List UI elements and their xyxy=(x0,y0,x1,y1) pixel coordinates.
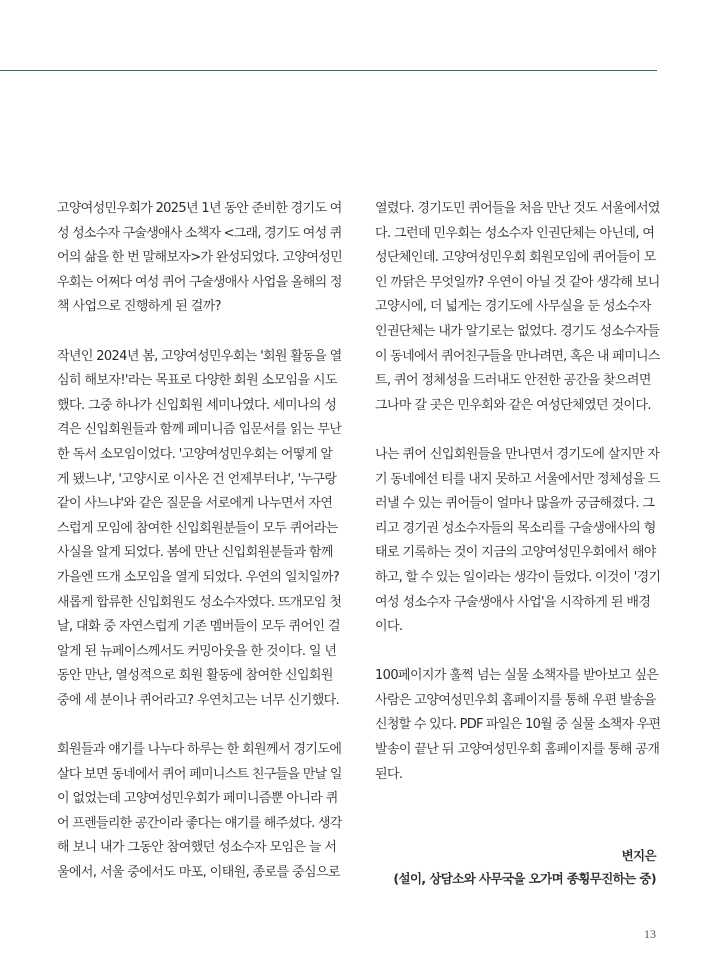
text-line: 심히 해보자!'라는 목표로 다양한 회원 소모임을 시도 xyxy=(57,373,337,389)
text-line: 어의 삶을 한 번 말해보자>가 완성되었다. 고양여성민 xyxy=(57,250,343,266)
author-byline xyxy=(393,844,656,890)
text-line: 리고 경기권 성소수자들의 목소리를 구술생애사의 형 xyxy=(375,520,656,536)
text-line: 스럽게 모임에 참여한 신입회원분들이 모두 퀴어라는 xyxy=(57,520,338,536)
text-line: 동안 만난, 열성적으로 회원 활동에 참여한 신입회원 xyxy=(57,668,333,684)
text-line: 그나마 갈 곳은 민우회와 같은 여성단체였던 것이다. xyxy=(375,397,651,413)
text-line: 했다. 그중 하나가 신입회원 세미나였다. 세미나의 성 xyxy=(57,397,337,413)
text-line: 사람은 고양여성민우회 홈페이지를 통해 우편 발송을 xyxy=(375,692,656,708)
author-role: (설이, 상담소와 사무국을 오가며 종횡무진하는 중) xyxy=(393,871,656,886)
paragraph xyxy=(57,345,342,714)
article-right-column xyxy=(375,197,660,812)
paragraph xyxy=(375,443,660,640)
text-line: 사실을 알게 되었다. 봄에 만난 신입회원분들과 함께 xyxy=(57,545,333,561)
text-line: 신청할 수 있다. PDF 파일은 10월 중 실물 소책자 우편 xyxy=(375,717,661,733)
paragraph xyxy=(375,664,660,787)
text-line: 이다. xyxy=(375,619,403,635)
text-line: 알게 된 뉴페이스께서도 커밍아웃을 한 것이다. 일 년 xyxy=(57,643,337,659)
text-line: 이 없었는데 고양여성민우회가 페미니즘뿐 아니라 퀴 xyxy=(57,791,338,807)
text-line: 어 프렌들리한 공간이라 좋다는 얘기를 해주셨다. 생각 xyxy=(57,815,342,831)
text-line: 회원들과 얘기를 나누다 하루는 한 회원께서 경기도에 xyxy=(57,742,342,758)
text-line: 이 동네에서 퀴어친구들을 만나려면, 혹은 내 페미니스 xyxy=(375,348,660,364)
text-line: 여성 성소수자 구술생애사 사업'을 시작하게 된 배경 xyxy=(375,594,651,610)
text-line: 날, 대화 중 자연스럽게 기존 멤버들이 모두 퀴어인 걸 xyxy=(57,619,340,635)
text-line: 살다 보면 동네에서 퀴어 페미니스트 친구들을 만날 일 xyxy=(57,766,342,782)
text-line: 성 성소수자 구술생애사 소책자 <그래, 경기도 여성 퀴 xyxy=(57,225,342,241)
text-line: 태로 기록하는 것이 지금의 고양여성민우회에서 해야 xyxy=(375,545,656,561)
text-line: 게 됐느냐', '고양시로 이사온 건 언제부터냐', '누구랑 xyxy=(57,471,337,487)
text-line: 고양여성민우회가 2025년 1년 동안 준비한 경기도 여 xyxy=(57,201,342,216)
text-line: 같이 사느냐'와 같은 질문을 서로에게 나누면서 자연 xyxy=(57,496,333,512)
author-name: 변지은 xyxy=(621,848,656,863)
text-line: 인 까닭은 무엇일까? 우연이 아닐 것 같아 생각해 보니 xyxy=(375,274,660,290)
text-line: 새롭게 합류한 신입회원도 성소수자였다. 뜨개모임 첫 xyxy=(57,594,342,610)
text-line: 울에서, 서울 중에서도 마포, 이태원, 종로를 중심으로 xyxy=(57,865,340,881)
text-line: 하고, 할 수 있는 일이라는 생각이 들었다. 이것이 '경기 xyxy=(375,569,661,585)
text-line: 작년인 2024년 봄, 고양여성민우회는 '회원 활동을 열 xyxy=(57,348,342,364)
text-line: 러낼 수 있는 퀴어들이 얼마나 많을까 궁금해졌다. 그 xyxy=(375,496,655,512)
text-line: 다. 그런데 민우회는 성소수자 인권단체는 아닌데, 여 xyxy=(375,225,655,241)
paragraph xyxy=(375,197,660,418)
text-line: 열렸다. 경기도민 퀴어들을 처음 만난 것도 서울에서였 xyxy=(375,201,660,216)
text-line: 발송이 끝난 뒤 고양여성민우회 홈페이지를 통해 공개 xyxy=(375,742,660,758)
text-line: 고양시에, 더 넓게는 경기도에 사무실을 둔 성소수자 xyxy=(375,299,651,315)
text-line: 우회는 어쩌다 여성 퀴어 구술생애사 사업을 올해의 정 xyxy=(57,274,342,290)
header-rule xyxy=(0,70,657,71)
text-line: 해 보니 내가 그동안 참여했던 성소수자 모임은 늘 서 xyxy=(57,840,337,856)
text-line: 기 동네에선 티를 내지 못하고 서울에서만 정체성을 드 xyxy=(375,471,660,487)
text-line: 인권단체는 내가 알기로는 없었다. 경기도 성소수자들 xyxy=(375,323,660,339)
text-line: 100페이지가 훌쩍 넘는 실물 소책자를 받아보고 싶은 xyxy=(375,668,659,684)
page-number: 13 xyxy=(644,927,656,941)
text-line: 성단체인데. 고양여성민우회 회원모임에 퀴어들이 모 xyxy=(375,250,656,266)
text-line: 격은 신입회원들과 함께 페미니즘 입문서를 읽는 무난 xyxy=(57,422,342,438)
text-line: 가을엔 뜨개 소모임을 열게 되었다. 우연의 일치일까? xyxy=(57,569,340,585)
article-left-column xyxy=(57,197,342,910)
text-line: 나는 퀴어 신입회원들을 만나면서 경기도에 살지만 자 xyxy=(375,446,660,462)
paragraph xyxy=(57,197,342,320)
paragraph xyxy=(57,738,342,886)
text-line: 책 사업으로 진행하게 된 걸까? xyxy=(57,299,221,315)
text-line: 중에 세 분이나 퀴어라고? 우연치고는 너무 신기했다. xyxy=(57,692,340,708)
text-line: 된다. xyxy=(375,766,403,782)
text-line: 트, 퀴어 정체성을 드러내도 안전한 공간을 찾으려면 xyxy=(375,373,651,389)
text-line: 한 독서 소모임이었다. '고양여성민우회는 어떻게 알 xyxy=(57,446,333,462)
